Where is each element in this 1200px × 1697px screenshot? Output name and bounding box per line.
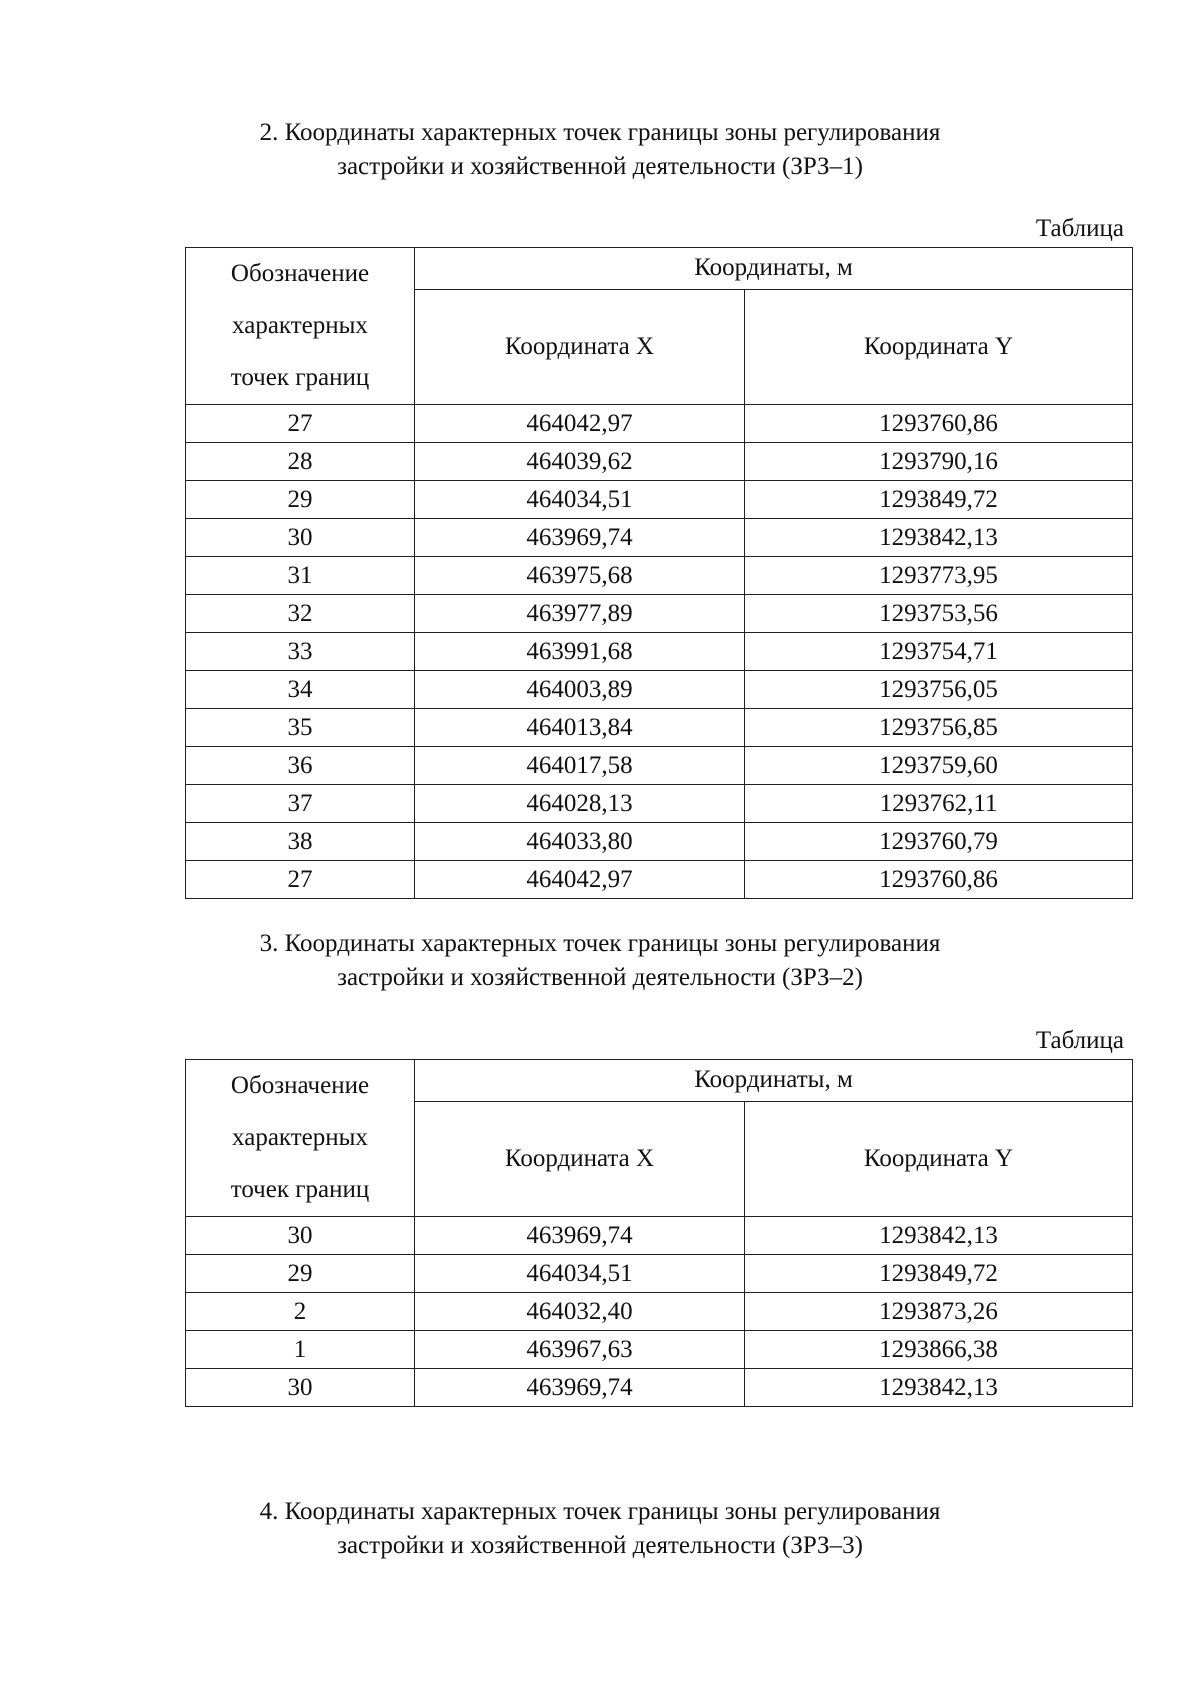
designation-header-line: точек границ	[230, 364, 370, 391]
table-row	[186, 1293, 1133, 1331]
heading-line: 3. Координаты характерных точек границы зоны регулирования	[259, 930, 941, 957]
coordinate-y-cell: 1293760,86	[745, 861, 1133, 899]
table-row	[186, 443, 1133, 481]
table-row	[186, 595, 1133, 633]
coordinate-y-cell: 1293754,71	[745, 633, 1133, 671]
point-number-cell: 27	[186, 405, 415, 443]
point-number-cell: 29	[186, 481, 415, 519]
table-label: Таблица	[1035, 1027, 1124, 1054]
designation-header-line: характерных	[232, 312, 368, 339]
coordinate-x-cell: 463975,68	[415, 557, 745, 595]
table-row	[186, 1369, 1133, 1407]
designation-header-line: точек границ	[230, 1176, 370, 1203]
coordinate-x-cell: 464034,51	[415, 1255, 745, 1293]
coordinate-y-cell: 1293773,95	[745, 557, 1133, 595]
coordinate-x-cell: 463969,74	[415, 1217, 745, 1255]
heading-line: застройки и хозяйственной деятельности (ЗРЗ–3)	[337, 1532, 863, 1559]
coordinate-y-cell: 1293866,38	[745, 1331, 1133, 1369]
coordinate-x-header: Координата X	[415, 1101, 745, 1216]
point-number-cell: 38	[186, 823, 415, 861]
coordinate-y-cell: 1293842,13	[745, 1369, 1133, 1407]
designation-header-line: Обозначение	[230, 1072, 370, 1099]
coordinate-y-header: Координата Y	[745, 1101, 1133, 1216]
table-label: Таблица	[1035, 215, 1124, 242]
point-number-cell: 30	[186, 519, 415, 557]
point-number-cell: 33	[186, 633, 415, 671]
coordinate-x-cell: 464032,40	[415, 1293, 745, 1331]
coordinates-group-header: Координаты, м	[415, 1060, 1133, 1102]
table-row	[186, 481, 1133, 519]
coordinate-x-cell: 464013,84	[415, 709, 745, 747]
heading-line: застройки и хозяйственной деятельности (ЗРЗ–1)	[337, 153, 863, 180]
point-number-cell: 36	[186, 747, 415, 785]
designation-header-line: характерных	[232, 1124, 368, 1151]
coordinate-y-cell: 1293759,60	[745, 747, 1133, 785]
table-row	[186, 1331, 1133, 1369]
designation-header	[186, 1060, 415, 1217]
point-number-cell: 31	[186, 557, 415, 595]
designation-header-line: Обозначение	[230, 260, 370, 287]
coordinate-y-cell: 1293756,85	[745, 709, 1133, 747]
table-body	[186, 405, 1133, 899]
coordinate-x-cell: 464017,58	[415, 747, 745, 785]
coordinate-y-cell: 1293842,13	[745, 1217, 1133, 1255]
coordinate-x-cell: 464034,51	[415, 481, 745, 519]
point-number-cell: 35	[186, 709, 415, 747]
coordinate-x-cell: 464039,62	[415, 443, 745, 481]
heading-line: 2. Координаты характерных точек границы зоны регулирования	[259, 119, 941, 146]
coordinate-x-cell: 464028,13	[415, 785, 745, 823]
coordinate-y-cell: 1293760,79	[745, 823, 1133, 861]
table-row	[186, 557, 1133, 595]
point-number-cell: 30	[186, 1217, 415, 1255]
heading-line: 4. Координаты характерных точек границы зоны регулирования	[259, 1498, 941, 1525]
coordinate-y-cell: 1293753,56	[745, 595, 1133, 633]
coordinate-x-cell: 463991,68	[415, 633, 745, 671]
coordinate-x-cell: 463977,89	[415, 595, 745, 633]
point-number-cell: 28	[186, 443, 415, 481]
point-number-cell: 2	[186, 1293, 415, 1331]
coordinate-y-cell: 1293849,72	[745, 481, 1133, 519]
coordinate-y-cell: 1293756,05	[745, 671, 1133, 709]
point-number-cell: 37	[186, 785, 415, 823]
coordinate-y-cell: 1293849,72	[745, 1255, 1133, 1293]
section-3-heading	[0, 927, 1200, 995]
point-number-cell: 29	[186, 1255, 415, 1293]
coordinate-x-cell: 464033,80	[415, 823, 745, 861]
coordinate-y-cell: 1293873,26	[745, 1293, 1133, 1331]
coordinates-group-header: Координаты, м	[415, 248, 1133, 290]
table-row	[186, 785, 1133, 823]
coordinate-y-cell: 1293790,16	[745, 443, 1133, 481]
table-row	[186, 633, 1133, 671]
table-row	[186, 823, 1133, 861]
coordinate-x-cell: 464042,97	[415, 405, 745, 443]
coordinate-x-cell: 464003,89	[415, 671, 745, 709]
coordinate-y-cell: 1293760,86	[745, 405, 1133, 443]
table-row	[186, 1255, 1133, 1293]
coordinate-y-header: Координата Y	[745, 289, 1133, 404]
table-row	[186, 519, 1133, 557]
point-number-cell: 30	[186, 1369, 415, 1407]
table-row	[186, 671, 1133, 709]
section-2-heading	[0, 116, 1200, 184]
point-number-cell: 27	[186, 861, 415, 899]
point-number-cell: 32	[186, 595, 415, 633]
table-row	[186, 1217, 1133, 1255]
coordinate-x-cell: 463969,74	[415, 519, 745, 557]
coordinate-x-cell: 463967,63	[415, 1331, 745, 1369]
coordinates-table-zrz1	[185, 247, 1133, 899]
coordinate-x-cell: 463969,74	[415, 1369, 745, 1407]
table-body	[186, 1217, 1133, 1407]
table-row	[186, 747, 1133, 785]
coordinate-x-cell: 464042,97	[415, 861, 745, 899]
coordinates-table-zrz2	[185, 1059, 1133, 1407]
section-4-heading	[0, 1495, 1200, 1563]
coordinate-y-cell: 1293762,11	[745, 785, 1133, 823]
table-row	[186, 405, 1133, 443]
point-number-cell: 1	[186, 1331, 415, 1369]
heading-line: застройки и хозяйственной деятельности (ЗРЗ–2)	[337, 964, 863, 991]
coordinate-x-header: Координата X	[415, 289, 745, 404]
table-row	[186, 709, 1133, 747]
point-number-cell: 34	[186, 671, 415, 709]
coordinate-y-cell: 1293842,13	[745, 519, 1133, 557]
designation-header	[186, 248, 415, 405]
table-row	[186, 861, 1133, 899]
